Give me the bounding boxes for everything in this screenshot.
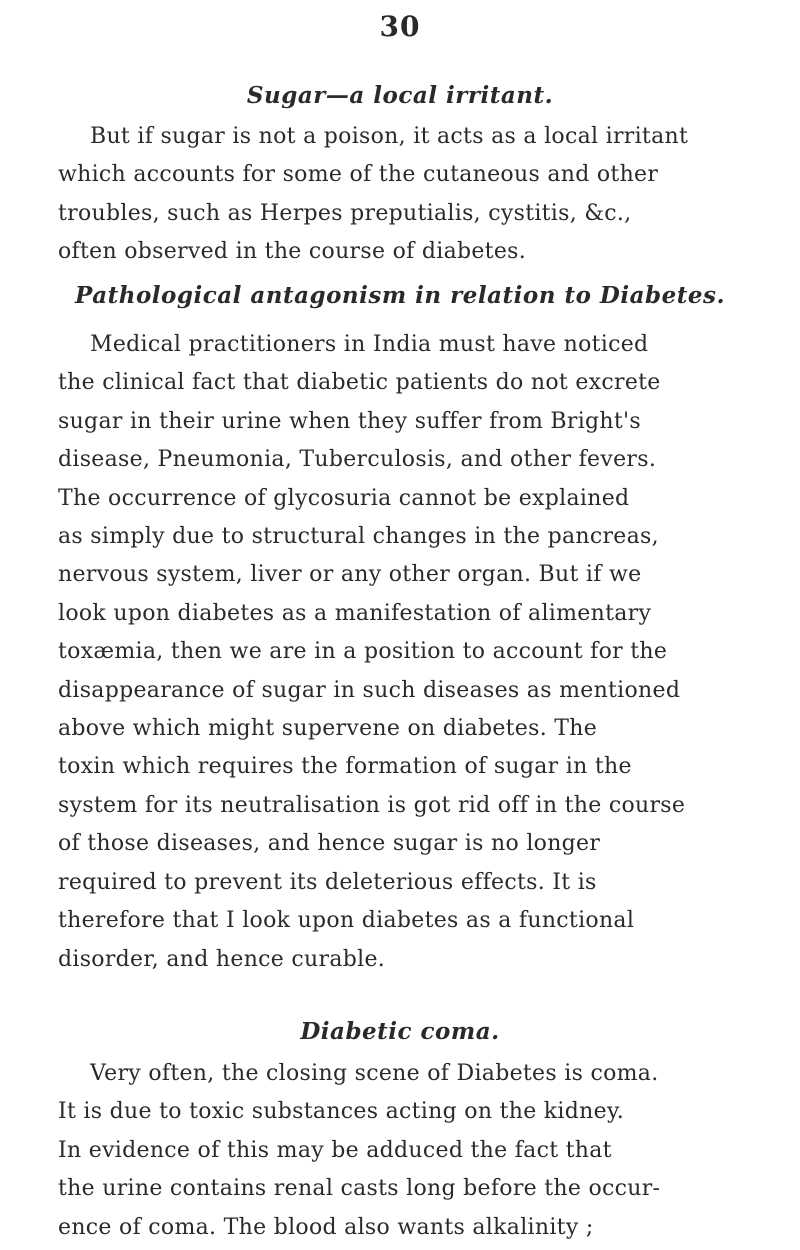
text-line: therefore that I look upon diabetes as a functional	[58, 908, 635, 934]
text-line: system for its neutralisation is got rid off in the course	[58, 792, 686, 818]
text-line: nervous system, liver or any other organ. But if we	[58, 562, 642, 588]
paragraph-diabetic-coma	[58, 1055, 742, 1247]
text-line: ence of coma. The blood also wants alkalinity ;	[58, 1214, 594, 1240]
text-line: It is due to toxic substances acting on the kidney.	[58, 1099, 625, 1125]
text-line: The occurrence of glycosuria cannot be explained	[58, 485, 630, 511]
text-line: disease, Pneumonia, Tuberculosis, and other fevers.	[58, 447, 657, 473]
text-line: toxin which requires the formation of sugar in the	[58, 754, 632, 780]
text-line: sugar in their urine when they suffer from Bright's	[58, 408, 641, 434]
text-line: Very often, the closing scene of Diabetes is coma.	[90, 1061, 659, 1086]
text-line: which accounts for some of the cutaneous and other	[58, 162, 659, 188]
section-heading-diabetic-coma: Diabetic coma.	[300, 1018, 500, 1045]
text-line: Medical practitioners in India must have noticed	[90, 332, 649, 357]
text-line: above which might supervene on diabetes. The	[58, 716, 598, 742]
text-line: In evidence of this may be adduced the fact that	[58, 1137, 612, 1163]
section-heading-pathological-antagonism: Pathological antagonism in relation to Diabetes.	[75, 282, 725, 309]
text-line: toxæmia, then we are in a position to account for the	[58, 639, 668, 665]
text-line: disorder, and hence curable.	[58, 946, 386, 972]
text-line: often observed in the course of diabetes.	[58, 239, 527, 265]
text-line: of those diseases, and hence sugar is no longer	[58, 831, 601, 857]
text-line: the clinical fact that diabetic patients do not excrete	[58, 370, 661, 396]
text-line: look upon diabetes as a manifestation of alimentary	[58, 600, 652, 626]
paragraph-pathological-antagonism	[58, 326, 742, 979]
text-line: disappearance of sugar in such diseases as mentioned	[58, 677, 681, 703]
text-line: required to prevent its deleterious effects. It is	[58, 869, 597, 895]
page-number: 30	[379, 10, 421, 43]
text-line: troubles, such as Herpes preputialis, cystitis, &c.,	[58, 200, 632, 226]
text-line: the urine contains renal casts long before the occur-	[58, 1176, 661, 1202]
text-line: as simply due to structural changes in the pancreas,	[58, 524, 659, 550]
text-line: But if sugar is not a poison, it acts as a local irritant	[90, 124, 689, 149]
paragraph-sugar-irritant	[58, 118, 742, 272]
section-heading-sugar-irritant: Sugar—a local irritant.	[246, 82, 554, 109]
